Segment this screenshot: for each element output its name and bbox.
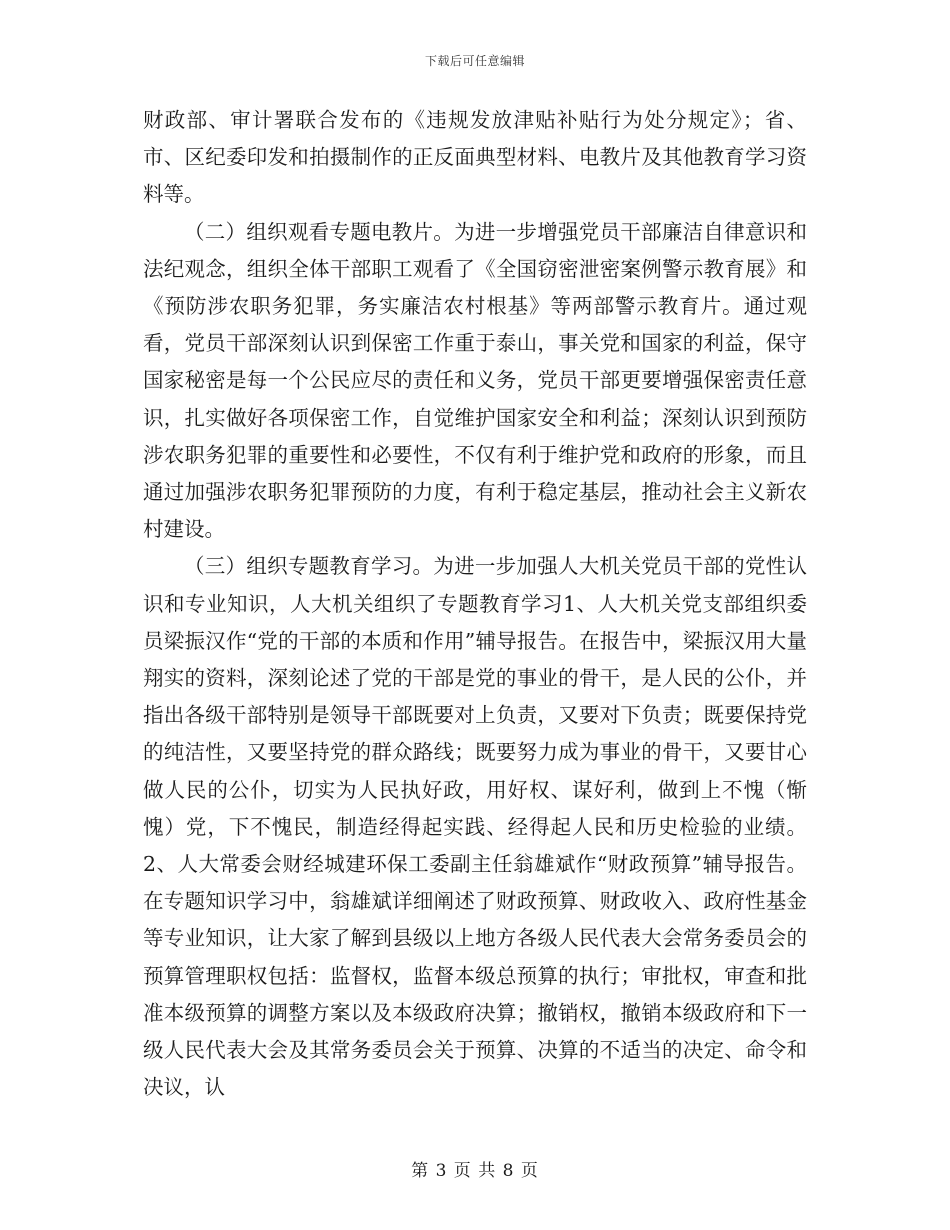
paragraph-continuation: 财政部、审计署联合发布的《违规发放津贴补贴行为处分规定》；省、市、区纪委印发和拍摄制作的正反面典型材料、电教片及其他教育学习资料等。	[143, 108, 807, 207]
page-number-footer: 第 3 页 共 8 页	[411, 1161, 539, 1181]
document-body	[143, 102, 807, 1106]
paragraph-section-2: （二）组织观看专题电教片。为进一步增强党员干部廉洁自律意识和法纪观念，组织全体干部职工观看了《全国窃密泄密案例警示教育展》和《预防涉农职务犯罪，务实廉洁农村根基》等两部警示教育片。通过观看，党员干部深刻认识到保密工作重于泰山，事关党和国家的利益，保守国家秘密是每一个公民应尽的责任和义务，党员干部更要增强保密责任意识，扎实做好各项保密工作，自觉维护国家安全和利益；深刻认识到预防涉农职务犯罪的重要性和必要性，不仅有利于维护党和政府的形象，而且通过加强涉农职务犯罪预防的力度，有利于稳定基层，推动社会主义新农村建设。	[143, 219, 807, 542]
page-header: 下载后可任意编辑	[424, 54, 525, 68]
paragraph-section-3: （三）组织专题教育学习。为进一步加强人大机关党员干部的党性认识和专业知识，人大机关组织了专题教育学习1、人大机关党支部组织委员梁振汉作“党的干部的本质和作用”辅导报告。在报告中，梁振汉用大量翔实的资料，深刻论述了党的干部是党的事业的骨干，是人民的公仆，并指出各级干部特别是领导干部既要对上负责，又要对下负责；既要保持党的纯洁性，又要坚持党的群众路线；既要努力成为事业的骨干，又要甘心做人民的公仆，切实为人民执好政，用好权、谋好利，做到上不愧（惭愧）党，下不愧民，制造经得起实践、经得起人民和历史检验的业绩。2、人大常委会财经城建环保工委副主任翁雄斌作“财政预算”辅导报告。在专题知识学习中，翁雄斌详细阐述了财政预算、财政收入、政府性基金等专业知识，让大家了解到县级以上地方各级人民代表大会常务委员会的预算管理职权包括：监督权，监督本级总预算的执行；审批权，审查和批准本级预算的调整方案以及本级政府决算；撤销权，撤销本级政府和下一级人民代表大会及其常务委员会关于预算、决算的不适当的决定、命令和决议，认	[143, 554, 807, 1100]
